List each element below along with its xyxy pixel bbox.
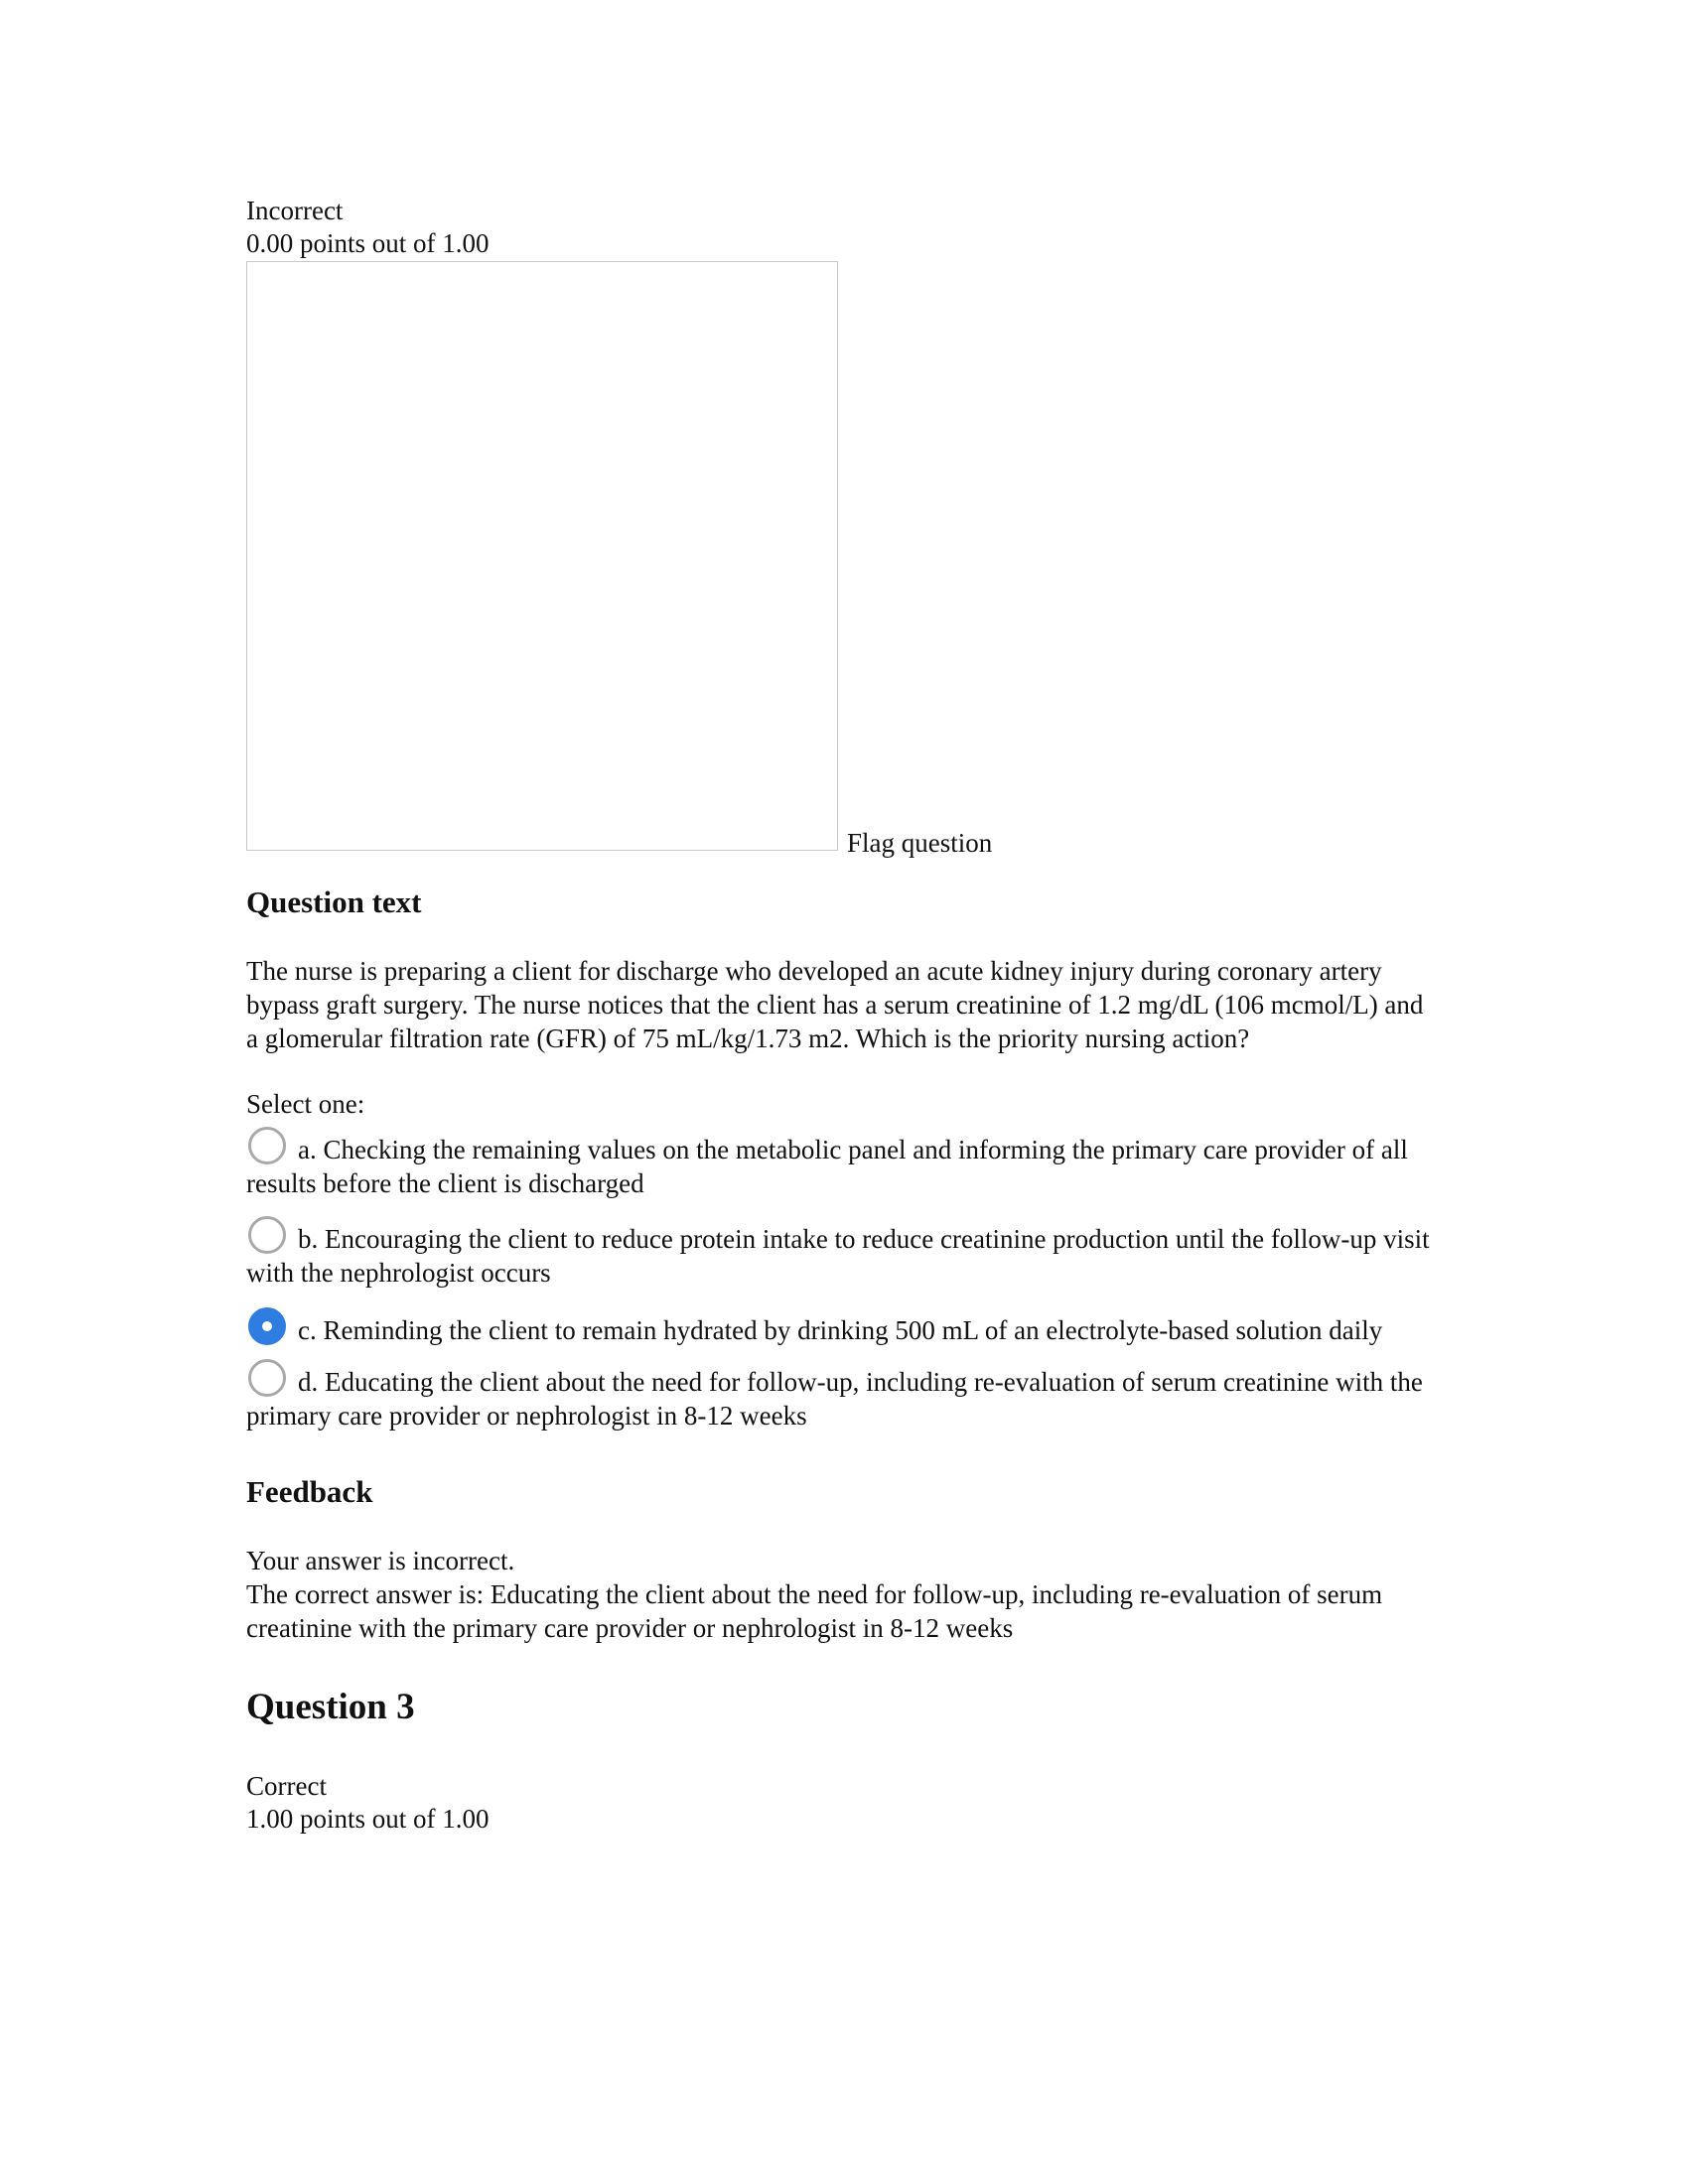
- radio-b-icon[interactable]: [248, 1216, 286, 1254]
- flag-row: [246, 261, 1448, 867]
- question-3-status: Correct: [246, 1771, 327, 1801]
- answer-option-a[interactable]: [246, 1127, 1446, 1200]
- quiz-review-page: [246, 195, 1448, 1836]
- radio-d-icon[interactable]: [248, 1359, 286, 1397]
- select-one-prompt: Select one:: [246, 1089, 365, 1119]
- radio-a-icon[interactable]: [248, 1127, 286, 1164]
- answer-option-d[interactable]: [246, 1359, 1438, 1433]
- question-status: Incorrect: [246, 196, 344, 225]
- answer-option-b[interactable]: [246, 1216, 1438, 1290]
- answer-option-b-label: b. Encouraging the client to reduce protein intake to reduce creatinine production until the follow-up visit with the nephrologist occurs: [246, 1224, 1430, 1288]
- feedback-result: Your answer is incorrect.: [246, 1546, 515, 1575]
- question-3-points: 1.00 points out of 1.00: [246, 1804, 490, 1834]
- answer-option-c[interactable]: [246, 1307, 1448, 1347]
- question-text: The nurse is preparing a client for discharge who developed an acute kidney injury during coronary artery bypass graft surgery. The nurse notices that the client has a serum creatinine of 1.2 mg/dL (106 mcmol/L) and a glomerular filtration rate (GFR) of 75 mL/kg/1.73 m2. Which is the priority nursing action?: [246, 956, 1424, 1053]
- answer-option-d-label: d. Educating the client about the need for follow-up, including re-evaluation of serum creatinine with the primary care provider or nephrologist in 8-12 weeks: [246, 1367, 1423, 1431]
- question-text-heading: Question text: [246, 885, 422, 919]
- flag-question-link[interactable]: Flag question: [847, 828, 993, 858]
- flag-image-placeholder[interactable]: [246, 261, 838, 851]
- radio-c-selected-icon[interactable]: [248, 1307, 286, 1345]
- question-3-heading: Question 3: [246, 1687, 415, 1727]
- feedback-correct-answer: The correct answer is: Educating the client about the need for follow-up, including re-evaluation of serum creatinine with the primary care provider or nephrologist in 8-12 weeks: [246, 1579, 1383, 1643]
- question-points: 0.00 points out of 1.00: [246, 228, 490, 258]
- answer-options: [246, 1127, 1448, 1433]
- answer-option-a-label: a. Checking the remaining values on the metabolic panel and informing the primary care provider of all results before the client is discharged: [246, 1135, 1408, 1198]
- answer-option-c-label: c. Reminding the client to remain hydrated by drinking 500 mL of an electrolyte-based solution daily: [298, 1315, 1383, 1345]
- feedback-heading: Feedback: [246, 1474, 373, 1509]
